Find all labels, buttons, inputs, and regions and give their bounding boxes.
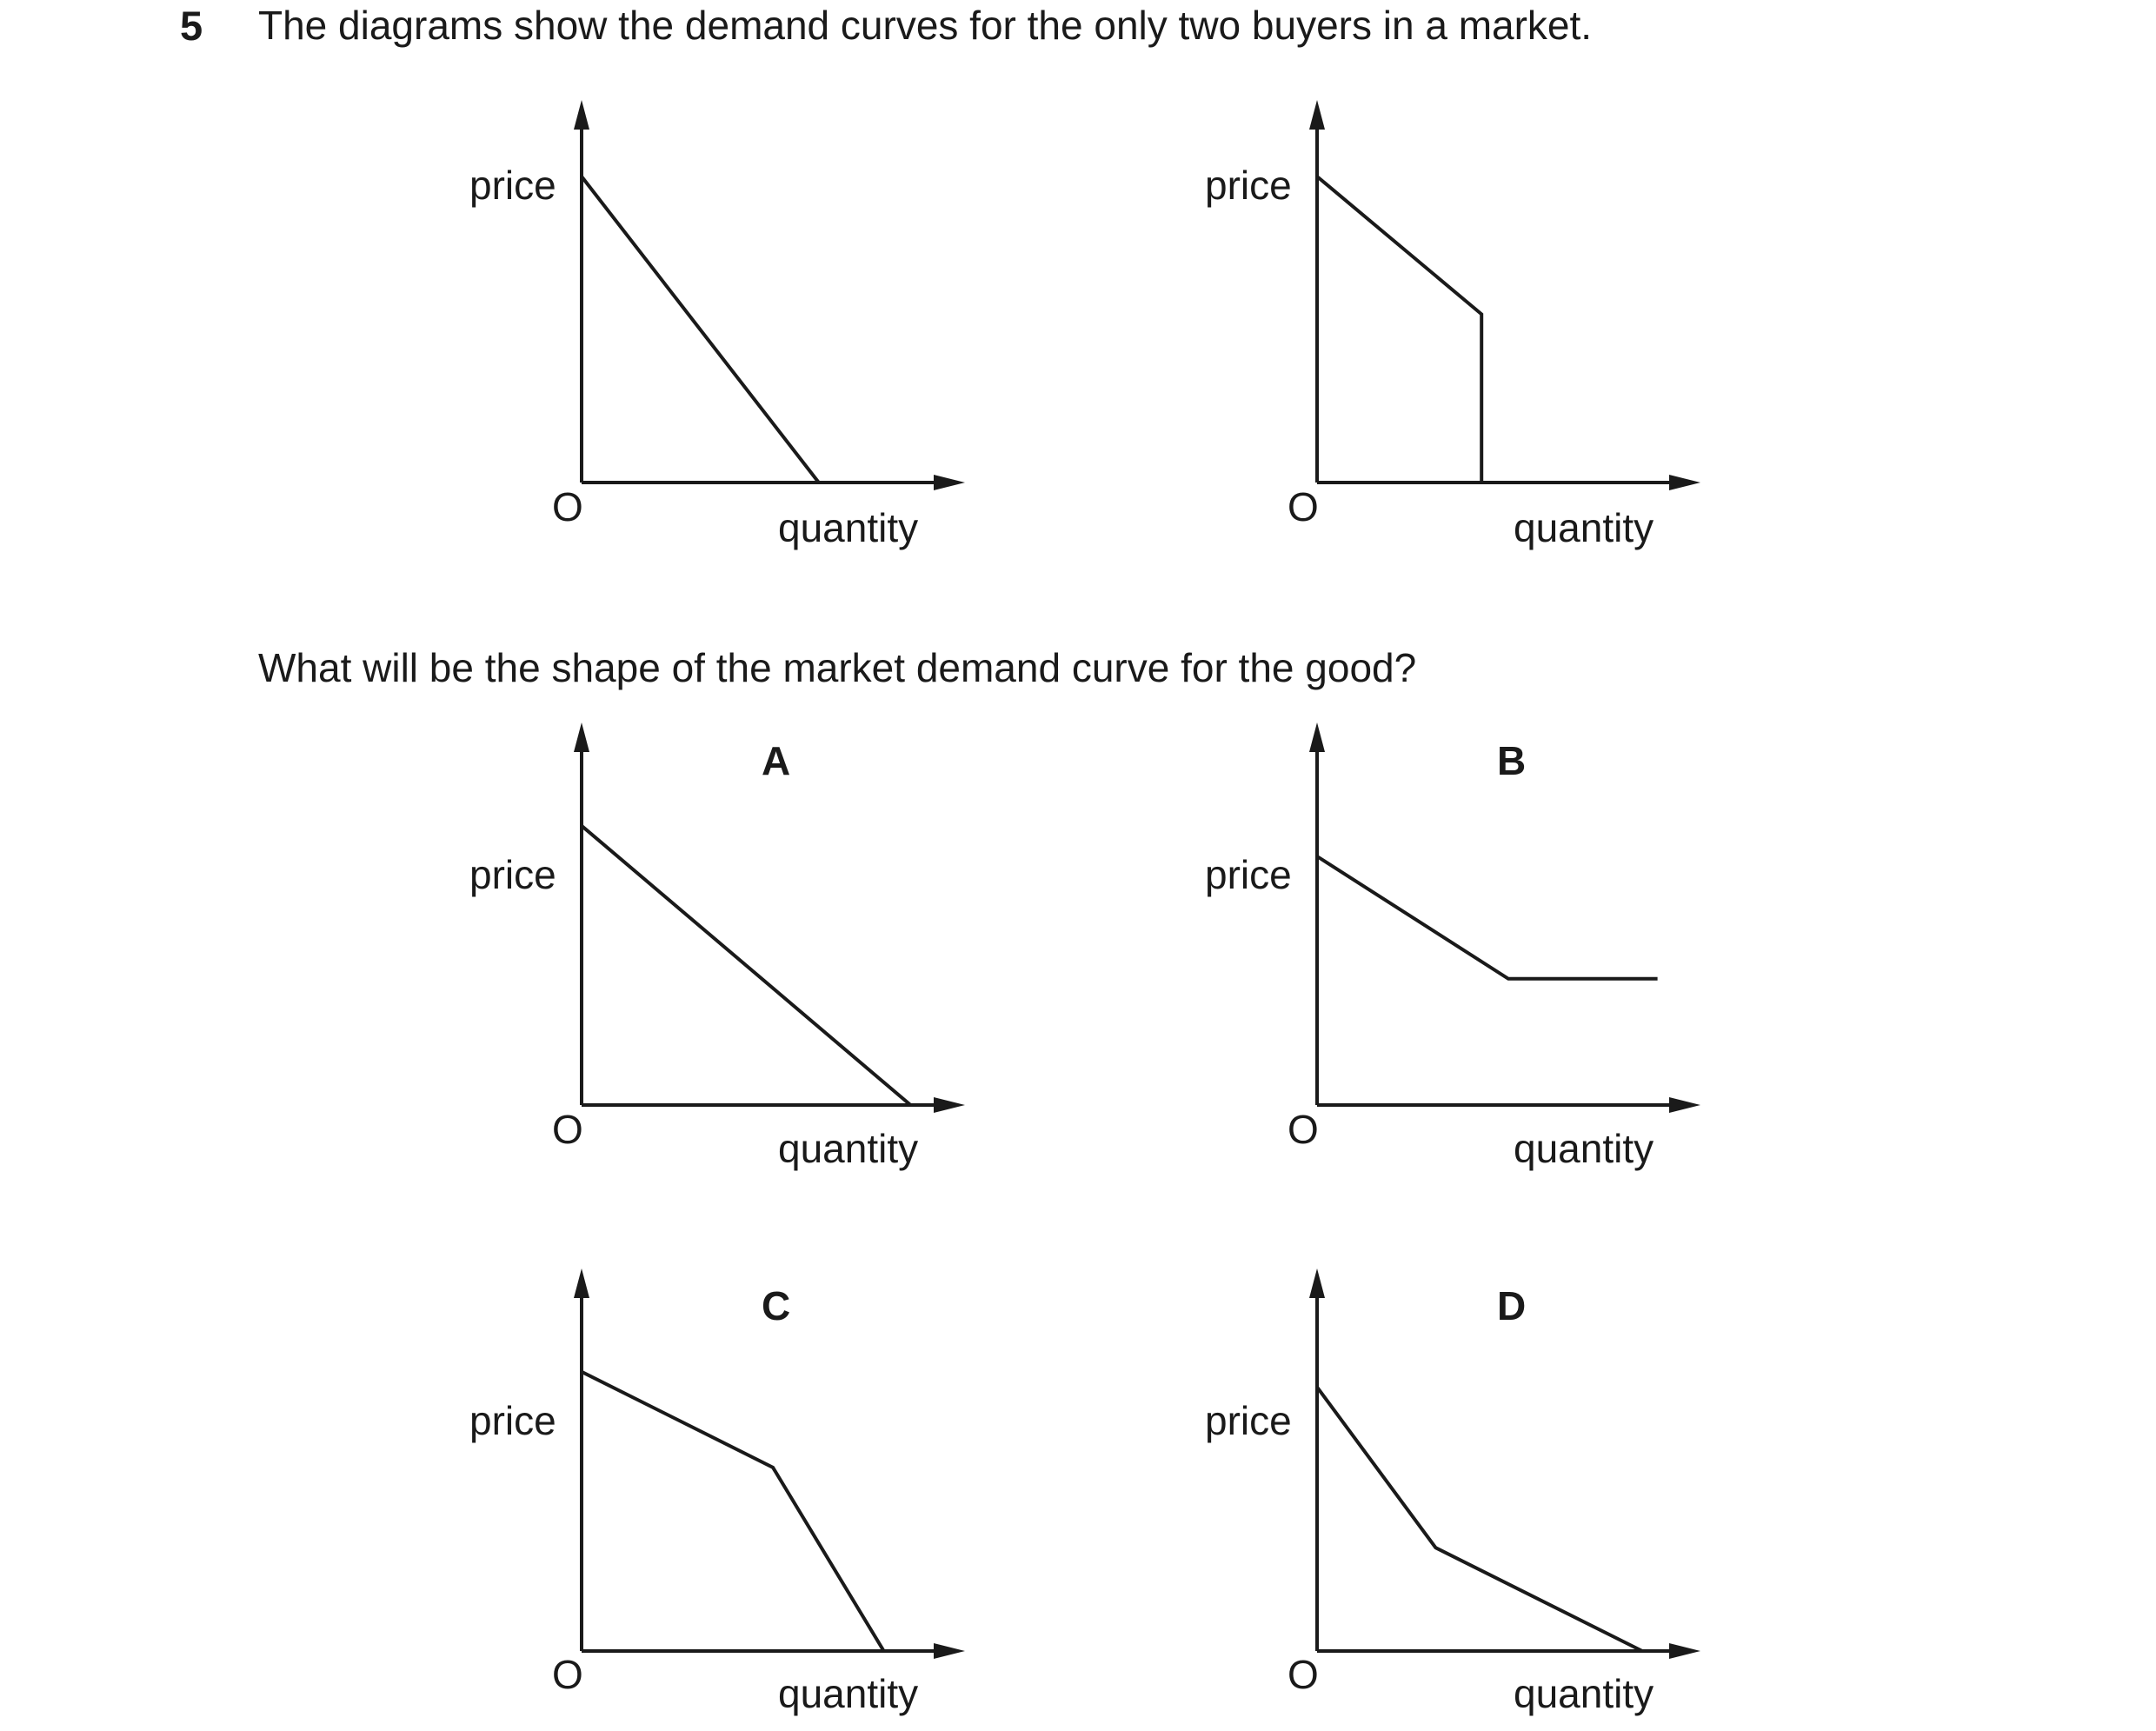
origin-label: O — [1288, 484, 1319, 529]
y-axis-arrow-icon — [574, 1268, 589, 1298]
demand-curve — [1317, 176, 1481, 483]
option-b-diagram[interactable] — [1205, 780, 1709, 1249]
origin-label: O — [1288, 1107, 1319, 1152]
quantity-axis-label: quantity — [1514, 1126, 1654, 1171]
origin-label: O — [552, 484, 583, 529]
option-d-letter: D — [1497, 1283, 1527, 1328]
quantity-axis-label: quantity — [778, 1671, 919, 1716]
demand-curve — [1317, 1387, 1642, 1651]
option-b-graph — [1205, 780, 1709, 1249]
price-axis-label: price — [1205, 1398, 1292, 1443]
quantity-axis-label: quantity — [1514, 505, 1654, 550]
x-axis-arrow-icon — [934, 1097, 965, 1113]
origin-label: O — [1288, 1652, 1319, 1697]
x-axis-arrow-icon — [1669, 1643, 1700, 1659]
y-axis-arrow-icon — [1309, 100, 1325, 130]
option-b-letter: B — [1497, 738, 1527, 783]
x-axis-arrow-icon — [1669, 1097, 1700, 1113]
y-axis-arrow-icon — [574, 100, 589, 130]
question-prompt: What will be the shape of the market demand curve for the good? — [258, 645, 1417, 690]
buyer-2-diagram — [1205, 96, 1709, 565]
option-c-diagram[interactable] — [469, 1326, 974, 1731]
price-axis-label: price — [469, 852, 556, 897]
price-axis-label: price — [469, 1398, 556, 1443]
demand-curve — [582, 1372, 884, 1651]
y-axis-arrow-icon — [574, 722, 589, 752]
question-number: 5 — [180, 3, 203, 49]
price-axis-label: price — [469, 163, 556, 208]
buyer-1-diagram — [469, 96, 974, 565]
option-a-diagram[interactable] — [469, 780, 974, 1249]
y-axis-arrow-icon — [1309, 1268, 1325, 1298]
option-a-letter: A — [762, 738, 791, 783]
option-a-graph — [469, 780, 974, 1249]
demand-curve — [1317, 856, 1658, 979]
price-axis-label: price — [1205, 852, 1292, 897]
question-stem: The diagrams show the demand curves for the only two buyers in a market. — [258, 3, 1593, 48]
quantity-axis-label: quantity — [778, 505, 919, 550]
demand-curve — [582, 826, 910, 1105]
quantity-axis-label: quantity — [778, 1126, 919, 1171]
y-axis-arrow-icon — [1309, 722, 1325, 752]
option-d-diagram[interactable] — [1205, 1326, 1709, 1731]
demand-curve — [582, 176, 819, 483]
price-axis-label: price — [1205, 163, 1292, 208]
x-axis-arrow-icon — [934, 475, 965, 490]
quantity-axis-label: quantity — [1514, 1671, 1654, 1716]
x-axis-arrow-icon — [934, 1643, 965, 1659]
origin-label: O — [552, 1652, 583, 1697]
origin-label: O — [552, 1107, 583, 1152]
x-axis-arrow-icon — [1669, 475, 1700, 490]
option-c-letter: C — [762, 1283, 791, 1328]
